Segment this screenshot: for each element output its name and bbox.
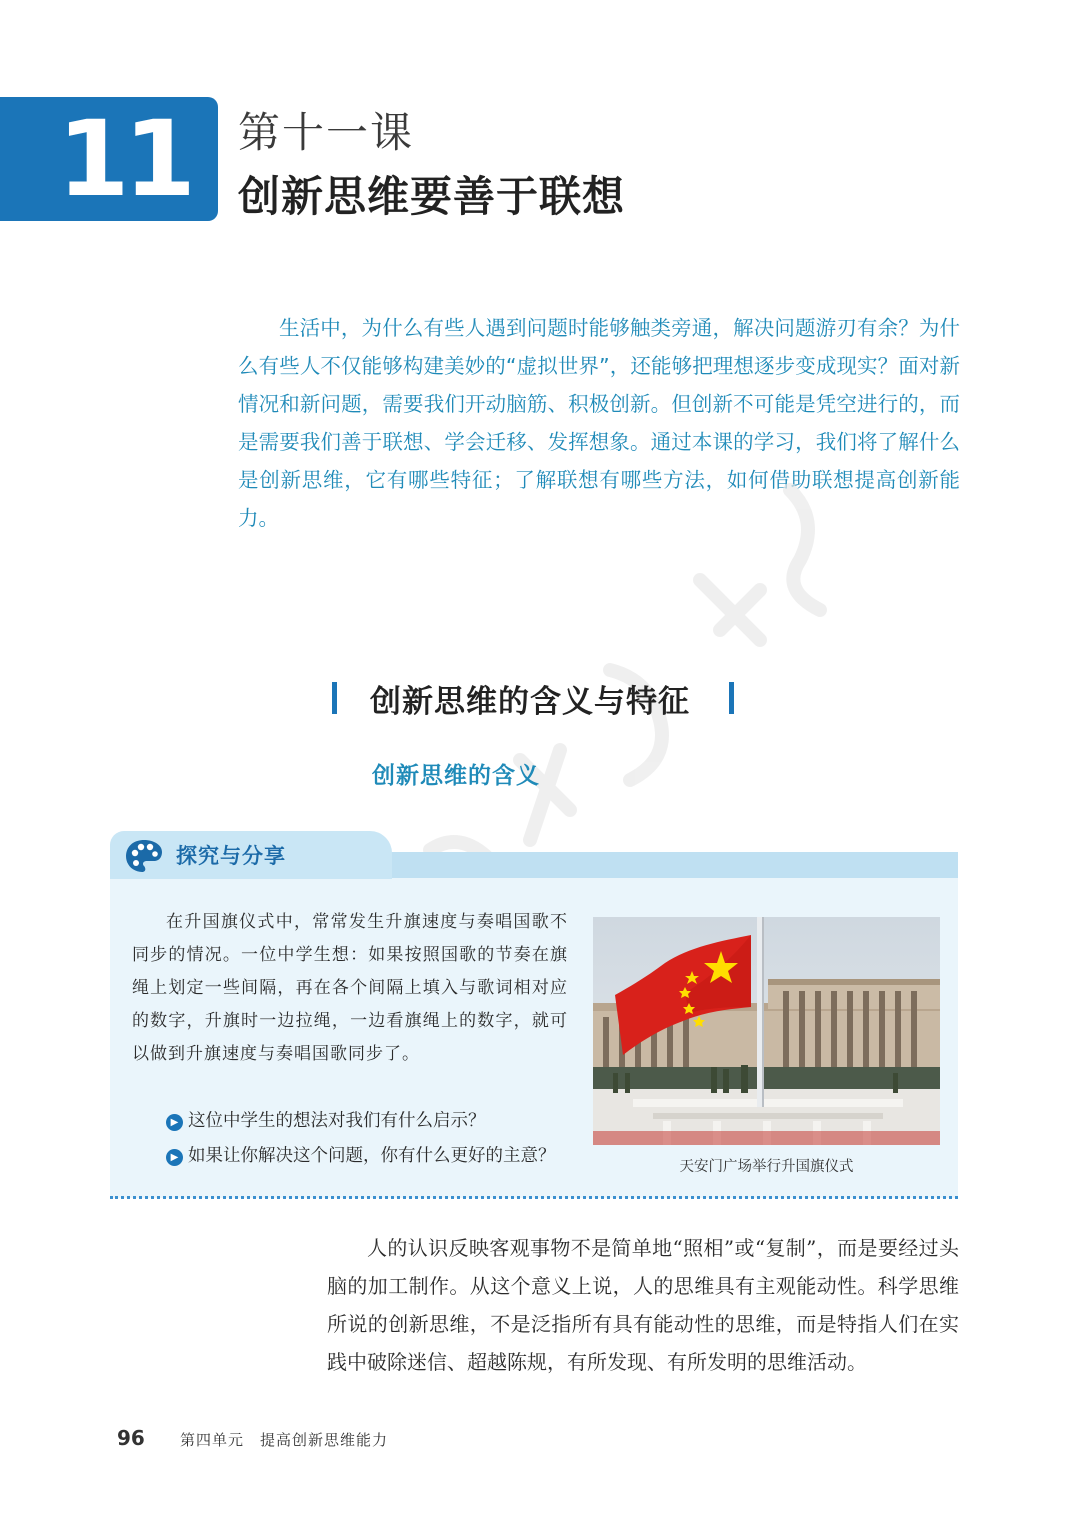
subsection-heading: 创新思维的含义 <box>372 762 540 789</box>
dotted-divider <box>110 1196 958 1199</box>
lesson-number: 11 <box>57 98 190 220</box>
discussion-question-text: 如果让你解决这个问题，你有什么更好的主意？ <box>188 1146 556 1166</box>
intro-paragraph: 生活中，为什么有些人遇到问题时能够触类旁通，解决问题游刃有余？为什么有些人不仅能够构建美妙的“虚拟世界”，还能够把理想逐步变成现实？面对新情况和新问题，需要我们开动脑筋、积极创新。但创新不可能是凭空进行的，而是需要我们善于联想、学会迁移、发挥想象。通过本课的学习，我们将了解什么是创新思维，它有哪些特征；了解联想有哪些方法，如何借助联想提高创新能力。 <box>238 316 960 530</box>
lesson-label: 第十一课 <box>238 108 415 157</box>
section-heading <box>328 672 748 726</box>
section-heading-text: 创新思维的含义与特征 <box>370 684 690 720</box>
body-paragraph: 人的认识反映客观事物不是简单地“照相”或“复制”，而是要经过头脑的加工制作。从这个意义上说，人的思维具有主观能动性。科学思维所说的创新思维，不是泛指所有具有能动性的思维，而是特指人们在实践中破除迷信、超越陈规，有所发现、有所发明的思维活动。 <box>327 1236 959 1374</box>
photo-caption: 天安门广场举行升国旗仪式 <box>679 1159 854 1175</box>
flag-raising-illustration <box>593 917 940 1145</box>
running-footer-unit: 第四单元 提高创新思维能力 <box>180 1431 389 1449</box>
explore-title: 探究与分享 <box>176 844 286 868</box>
flag-raising-photo <box>593 917 940 1145</box>
section-heading-bar-right <box>729 682 734 714</box>
discussion-question-text: 这位中学生的想法对我们有什么启示？ <box>188 1111 486 1131</box>
lesson-number-badge <box>0 97 218 221</box>
explore-palette-icon <box>124 838 164 874</box>
discussion-question <box>166 1107 486 1132</box>
explore-story-text: 在升国旗仪式中，常常发生升旗速度与奏唱国歌不同步的情况。一位中学生想：如果按照国歌的节奏在旗绳上划定一些间隔，再在各个间隔上填入与歌词相对应的数字，升旗时一边拉绳，一边看旗绳上的数字，就可以做到升旗速度与奏唱国歌同步了。 <box>132 912 568 1064</box>
page-number: 96 <box>117 1426 145 1450</box>
section-heading-bar-left <box>332 682 337 714</box>
lesson-title: 创新思维要善于联想 <box>238 172 626 221</box>
discussion-question <box>166 1142 556 1167</box>
arrow-bullet-icon: ▶ <box>166 1114 183 1131</box>
arrow-bullet-icon: ▶ <box>166 1149 183 1166</box>
